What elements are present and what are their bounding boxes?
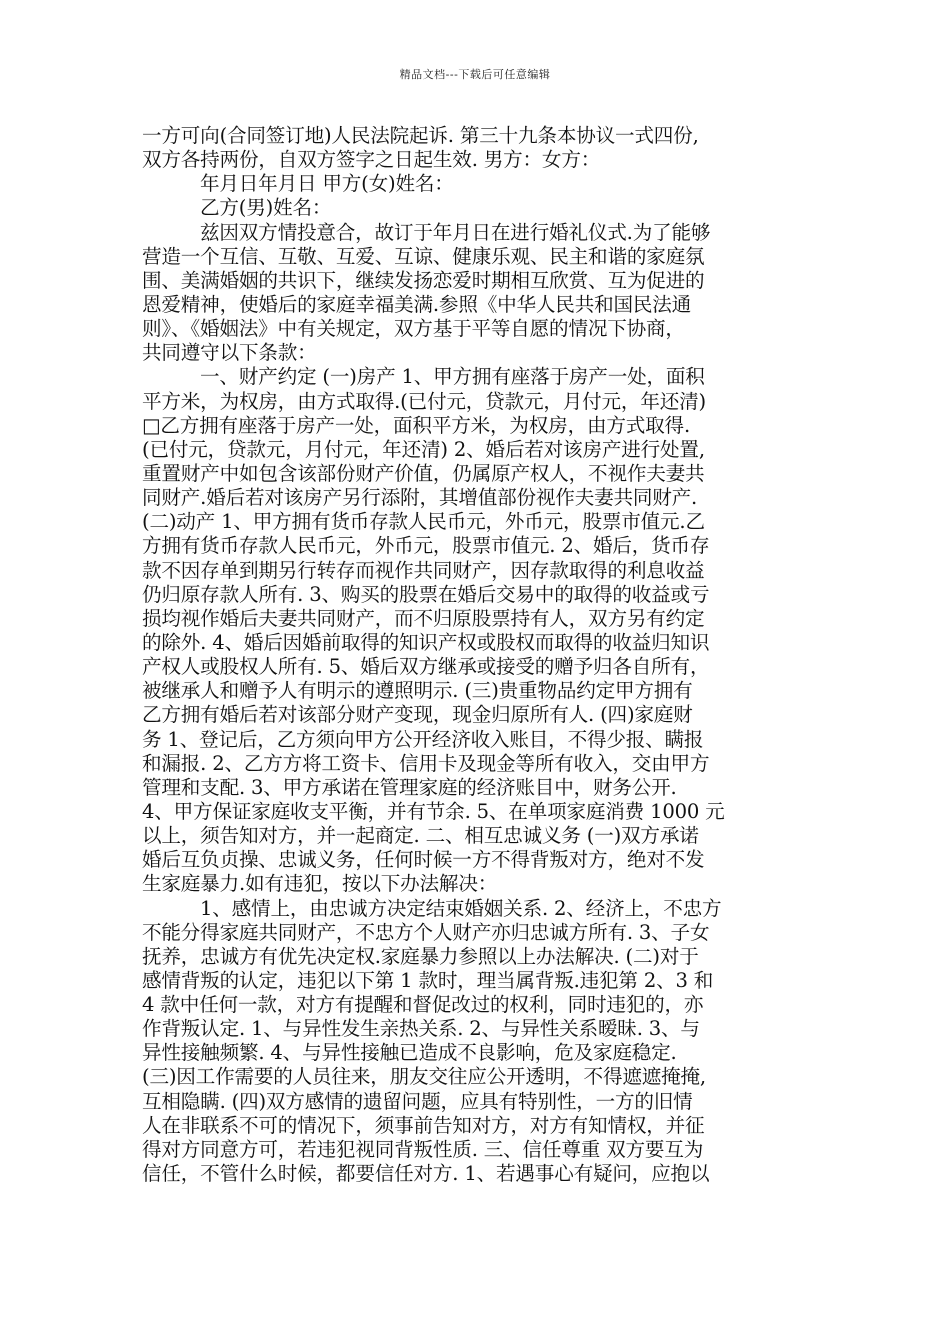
document-line: 重置财产中如包含该部份财产价值，仍属原产权人，不视作夫妻共 [142,461,705,485]
document-line: 抚养，忠诚方有优先决定权.家庭暴力参照以上办法解决. (二)对于 [142,944,699,968]
document-line: 互相隐瞒. (四)双方感情的遗留问题，应具有特别性，一方的旧情 [142,1089,693,1113]
document-line: (已付元，贷款元，月付元，年还清) 2、婚后若对该房产进行处置, [142,437,705,461]
document-line: 被继承人和赠予人有明示的遵照明示. (三)贵重物品约定甲方拥有 [142,679,693,703]
document-line: 产权人或股权人所有. 5、婚后双方继承或接受的赠予归各自所有， [142,655,710,679]
document-line: 则》、《婚姻法》中有关规定，双方基于平等自愿的情况下协商， [142,317,685,341]
document-line: 异性接触频繁. 4、与异性接触已造成不良影响，危及家庭稳定. [142,1041,677,1065]
document-line: 的除外. 4、婚后因婚前取得的知识产权或股权而取得的收益归知识 [142,630,710,654]
document-line: 乙方(男)姓名： [200,196,332,220]
page-header: 精品文档---下载后可任意编辑 [399,68,551,81]
document-line: 4 款中任何一款，对方有提醒和督促改过的权利，同时违犯的，亦 [142,993,704,1017]
document-line: 仍归原存款人所有. 3、购买的股票在婚后交易中的取得的收益或亏 [142,582,710,606]
document-line: 以上，须告知对方，并一起商定. 二、相互忠诚义务 (一)双方承诺 [142,824,699,848]
document-line: 和漏报. 2、乙方方将工资卡、信用卡及现金等所有收入，交由甲方 [142,751,710,775]
document-line: 不能分得家庭共同财产，不忠方个人财产亦归忠诚方所有. 3、子女 [142,920,710,944]
document-line: 务 1、登记后，乙方须向甲方公开经济收入账目，不得少报、瞒报 [142,727,704,751]
document-line: 损均视作婚后夫妻共同财产，而不归原股票持有人，双方另有约定 [142,606,705,630]
document-line: 婚后互负贞操、忠诚义务，任何时候一方不得背叛对方，绝对不发 [142,848,705,872]
document-line: 同财产.婚后若对该房产另行添附，其增值部份视作夫妻共同财产. [142,486,698,510]
document-line: 方拥有货币存款人民币元，外币元，股票市值元. 2、婚后，货币存 [142,534,710,558]
document-line: 乙方拥有婚后若对该部分财产变现，现金归原所有人. (四)家庭财 [142,703,693,727]
document-line: 信任，不管什么时候，都要信任对方. 1、若遇事心有疑问，应抱以 [142,1162,710,1186]
document-line: 感情背叛的认定，违犯以下第 1 款时，理当属背叛.违犯第 2、3 和 [142,968,714,992]
document-line: 4、甲方保证家庭收支平衡，并有节余. 5、在单项家庭消费 1000 元 [142,799,725,823]
document-line: 人在非联系不可的情况下，须事前告知对方，对方有知情权，并征 [142,1113,705,1137]
document-line: □乙方拥有座落于房产一处，面积平方米，为权房，由方式取得. [142,413,690,437]
document-line: 围、美满婚姻的共识下，继续发扬恋爱时期相互欣赏、互为促进的 [142,268,705,292]
document-line: 生家庭暴力.如有违犯，按以下办法解决： [142,872,498,896]
document-line: 款不因存单到期另行转存而视作共同财产，因存款取得的利息收益 [142,558,705,582]
document-line: 1、感情上，由忠诚方决定结束婚姻关系. 2、经济上，不忠方 [200,896,722,920]
document-line: 一、财产约定 (一)房产 1、甲方拥有座落于房产一处，面积 [200,365,705,389]
document-line: 平方米，为权房，由方式取得.(已付元，贷款元，月付元，年还清) [142,389,706,413]
document-body [142,124,812,1186]
document-line: 管理和支配. 3、甲方承诺在管理家庭的经济账目中，财务公开. [142,775,677,799]
document-line: 共同遵守以下条款： [142,341,317,365]
document-line: 恩爱精神，使婚后的家庭幸福美满.参照《中华人民共和国民法通 [142,292,692,316]
document-line: 兹因双方情投意合，故订于年月日在进行婚礼仪式.为了能够 [200,220,711,244]
document-line: 双方各持两份，自双方签字之日起生效. 男方：女方： [142,148,601,172]
document-line: 一方可向(合同签订地)人民法院起诉. 第三十九条本协议一式四份, [142,124,699,147]
document-line: 营造一个互信、互敬、互爱、互谅、健康乐观、民主和谐的家庭氛 [142,244,705,268]
document-line: 得对方同意方可，若违犯视同背叛性质. 三、信任尊重 双方要互为 [142,1137,704,1161]
document-line: (二)动产 1、甲方拥有货币存款人民币元，外币元，股票市值元.乙 [142,510,705,534]
document-line: 作背叛认定. 1、与异性发生亲热关系. 2、与异性关系暧昧. 3、与 [142,1017,700,1041]
document-line: (三)因工作需要的人员往来，朋友交往应公开透明，不得遮遮掩掩, [142,1065,706,1089]
document-line: 年月日年月日 甲方(女)姓名： [200,172,454,196]
